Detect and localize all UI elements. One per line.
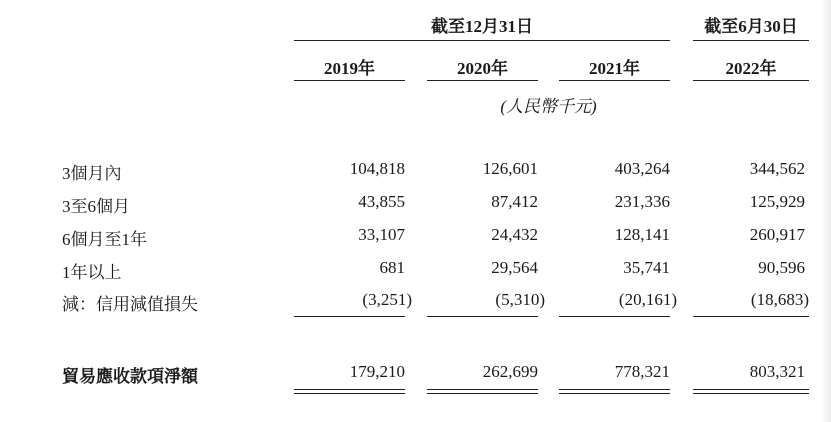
total-double-underline xyxy=(559,389,670,394)
subtotal-line xyxy=(294,316,405,317)
year-header-2021-underline xyxy=(559,80,670,81)
value-cell: (20,161) xyxy=(618,290,677,309)
year-header-2020-underline xyxy=(427,80,538,81)
row-label-within-3-months: 3個月內 xyxy=(62,164,122,183)
year-header-2019: 2019年 xyxy=(324,59,375,78)
value-cell: 33,107 xyxy=(358,225,405,244)
value-cell: 125,929 xyxy=(749,192,805,211)
year-header-2022-underline xyxy=(693,80,809,81)
value-cell: 681 xyxy=(379,258,405,277)
total-double-underline xyxy=(427,389,538,394)
row-label-3-to-6-months: 3至6個月 xyxy=(62,197,130,216)
header-group-jun30-underline xyxy=(693,40,809,41)
value-cell: 35,741 xyxy=(623,258,670,277)
year-header-2019-underline xyxy=(294,80,405,81)
total-value-cell: 778,321 xyxy=(614,362,670,381)
row-label-net-trade-receivables: 貿易應收款項淨額 xyxy=(62,367,198,386)
total-value-cell: 179,210 xyxy=(349,362,405,381)
year-header-2020: 2020年 xyxy=(457,59,508,78)
value-cell: 43,855 xyxy=(358,192,405,211)
value-cell: 24,432 xyxy=(491,225,538,244)
total-value-cell: 803,321 xyxy=(749,362,805,381)
header-group-jun30: 截至6月30日 xyxy=(704,17,798,36)
row-label-over-1-year: 1年以上 xyxy=(62,263,122,282)
total-double-underline xyxy=(693,389,809,394)
subtotal-line xyxy=(427,316,538,317)
page-edge-shadow xyxy=(821,0,831,422)
row-label-6-months-to-1-year: 6個月至1年 xyxy=(62,230,147,249)
value-cell: 260,917 xyxy=(749,225,805,244)
value-cell: 126,601 xyxy=(482,159,538,178)
subtotal-line xyxy=(559,316,670,317)
subtotal-line xyxy=(693,316,809,317)
row-label-credit-impairment: 減：信用減值損失 xyxy=(62,295,198,314)
value-cell: (18,683) xyxy=(750,290,809,309)
year-header-2022: 2022年 xyxy=(725,59,777,78)
year-header-2021: 2021年 xyxy=(589,59,640,78)
value-cell: 231,336 xyxy=(614,192,670,211)
header-group-dec31: 截至12月31日 xyxy=(431,17,533,36)
value-cell: 344,562 xyxy=(749,159,805,178)
value-cell: (3,251) xyxy=(362,290,412,309)
value-cell: 87,412 xyxy=(491,192,538,211)
value-cell: 128,141 xyxy=(614,225,670,244)
header-group-dec31-underline xyxy=(294,40,670,41)
value-cell: (5,310) xyxy=(495,290,545,309)
total-value-cell: 262,699 xyxy=(482,362,538,381)
value-cell: 29,564 xyxy=(491,258,538,277)
value-cell: 90,596 xyxy=(758,258,805,277)
value-cell: 403,264 xyxy=(614,159,670,178)
value-cell: 104,818 xyxy=(349,159,405,178)
total-double-underline xyxy=(294,389,405,394)
currency-unit: (人民幣千元) xyxy=(500,97,597,116)
